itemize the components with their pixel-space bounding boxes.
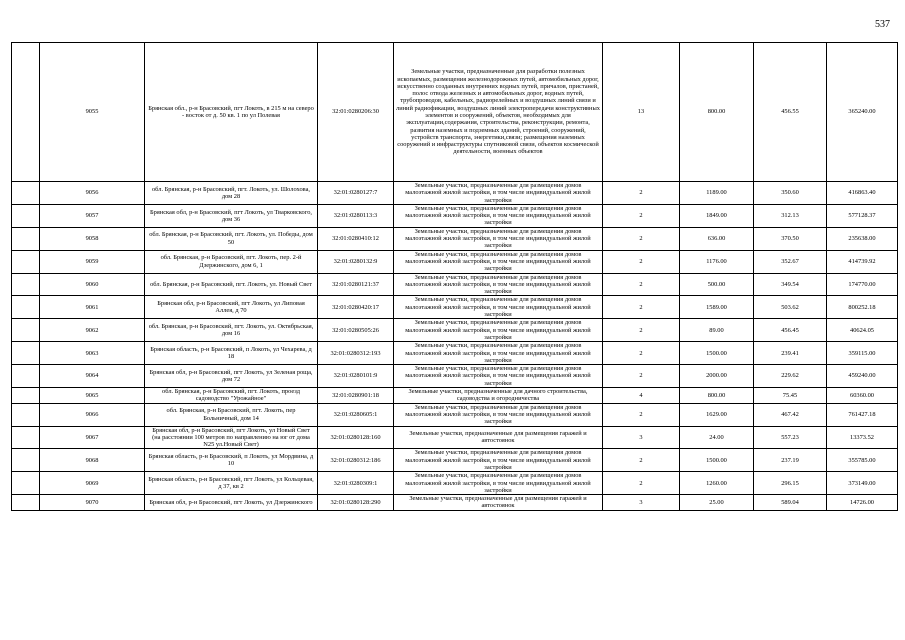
area-cell: 25.00 bbox=[680, 495, 754, 511]
cadastral-value-cell: 355785.00 bbox=[827, 449, 898, 472]
price-cell: 349.54 bbox=[754, 273, 827, 296]
row-number: 9060 bbox=[40, 273, 145, 296]
row-number: 9070 bbox=[40, 495, 145, 511]
area-cell: 1500.00 bbox=[680, 342, 754, 365]
address-cell: Брянская обл, р-н Брасовский, пгт Локоть, ул Зеленая роща, дом 72 bbox=[145, 365, 318, 388]
area-cell: 1849.00 bbox=[680, 204, 754, 227]
group-cell: 2 bbox=[603, 273, 680, 296]
cadastral-value-cell: 13373.52 bbox=[827, 426, 898, 449]
price-cell: 312.13 bbox=[754, 204, 827, 227]
blank bbox=[12, 426, 40, 449]
land-use-cell: Земельные участки, предназначенные для размещения домов малоэтажной жилой застройки, в том числе индивидуальной жилой застройки bbox=[394, 227, 603, 250]
group-cell: 13 bbox=[603, 43, 680, 182]
group-cell: 2 bbox=[603, 227, 680, 250]
area-cell: 1189.00 bbox=[680, 182, 754, 205]
cadastral-value-cell: 761427.18 bbox=[827, 403, 898, 426]
cadastral-value-cell: 373149.00 bbox=[827, 472, 898, 495]
group-cell: 2 bbox=[603, 472, 680, 495]
table-row bbox=[12, 449, 898, 472]
land-use-cell: Земельные участки, предназначенные для размещения домов малоэтажной жилой застройки, в том числе индивидуальной жилой застройки bbox=[394, 319, 603, 342]
row-number: 9058 bbox=[40, 227, 145, 250]
row-number: 9065 bbox=[40, 388, 145, 404]
area-cell: 1176.00 bbox=[680, 250, 754, 273]
price-cell: 229.62 bbox=[754, 365, 827, 388]
address-cell: Брянская обл., р-н Брасовский, пгт Локоть, в 215 м на северо - восток от д. 50 кв. 1 по ул Полевая bbox=[145, 43, 318, 182]
land-use-cell: Земельные участки, предназначенные для размещения домов малоэтажной жилой застройки, в том числе индивидуальной жилой застройки bbox=[394, 250, 603, 273]
row-number: 9056 bbox=[40, 182, 145, 205]
blank bbox=[12, 472, 40, 495]
land-use-cell: Земельные участки, предназначенные для размещения домов малоэтажной жилой застройки, в том числе индивидуальной жилой застройки bbox=[394, 403, 603, 426]
land-use-cell: Земельные участки, предназначенные для размещения домов малоэтажной жилой застройки, в том числе индивидуальной жилой застройки bbox=[394, 204, 603, 227]
price-cell: 239.41 bbox=[754, 342, 827, 365]
table-row bbox=[12, 182, 898, 205]
price-cell: 503.62 bbox=[754, 296, 827, 319]
price-cell: 456.55 bbox=[754, 43, 827, 182]
area-cell: 1629.00 bbox=[680, 403, 754, 426]
price-cell: 456.45 bbox=[754, 319, 827, 342]
group-cell: 4 bbox=[603, 388, 680, 404]
price-cell: 352.67 bbox=[754, 250, 827, 273]
blank bbox=[12, 319, 40, 342]
group-cell: 2 bbox=[603, 449, 680, 472]
area-cell: 1260.00 bbox=[680, 472, 754, 495]
cadastral-number-cell: 32:01:0280309:1 bbox=[318, 472, 394, 495]
address-cell: Брянская обл, р-н Брасовский, пгт Локоть, ул Тварковского, дом 36 bbox=[145, 204, 318, 227]
page-number: 537 bbox=[875, 19, 890, 30]
cadastral-value-cell: 577128.37 bbox=[827, 204, 898, 227]
address-cell: Брянская обл, р-н Брасовский, пгт Локоть, ул Липовая Аллея, д 70 bbox=[145, 296, 318, 319]
blank bbox=[12, 182, 40, 205]
area-cell: 89.00 bbox=[680, 319, 754, 342]
cadastral-number-cell: 32:01:0280312:186 bbox=[318, 449, 394, 472]
blank bbox=[12, 388, 40, 404]
cadastral-value-cell: 459240.00 bbox=[827, 365, 898, 388]
row-number: 9055 bbox=[40, 43, 145, 182]
row-number: 9063 bbox=[40, 342, 145, 365]
address-cell: обл. Брянская, р-н Брасовский, пгт. Локоть, пер. 2-й Дзержинского, дом 6, 1 bbox=[145, 250, 318, 273]
cadastral-number-cell: 32:01:0280113:3 bbox=[318, 204, 394, 227]
address-cell: обл. Брянская, р-н Брасовский, пгт. Локоть, проезд садоводство "Урожайное" bbox=[145, 388, 318, 404]
cadastral-number-cell: 32:01:0280128:290 bbox=[318, 495, 394, 511]
group-cell: 2 bbox=[603, 182, 680, 205]
land-use-cell: Земельные участки, предназначенные для размещения домов малоэтажной жилой застройки, в том числе индивидуальной жилой застройки bbox=[394, 182, 603, 205]
area-cell: 1500.00 bbox=[680, 449, 754, 472]
blank bbox=[12, 227, 40, 250]
row-number: 9066 bbox=[40, 403, 145, 426]
blank bbox=[12, 449, 40, 472]
address-cell: Брянская область, р-н Брасовский, п Локоть, ул Чехарева, д 18 bbox=[145, 342, 318, 365]
cadastral-number-cell: 32:01:0280312:193 bbox=[318, 342, 394, 365]
cadastral-number-cell: 32:01:0280410:12 bbox=[318, 227, 394, 250]
blank bbox=[12, 495, 40, 511]
address-cell: Брянская обл, р-н Брасовский, пгт Локоть, ул Новый Свет (на расстоянии 100 метров по направлению на юг от дома N25 ул.Новый Свет) bbox=[145, 426, 318, 449]
price-cell: 589.04 bbox=[754, 495, 827, 511]
table-row bbox=[12, 250, 898, 273]
table-row bbox=[12, 319, 898, 342]
price-cell: 467.42 bbox=[754, 403, 827, 426]
row-number: 9068 bbox=[40, 449, 145, 472]
cadastral-value-cell: 414739.92 bbox=[827, 250, 898, 273]
cadastral-value-cell: 359115.00 bbox=[827, 342, 898, 365]
land-use-cell: Земельные участки, предназначенные для размещения домов малоэтажной жилой застройки, в том числе индивидуальной жилой застройки bbox=[394, 296, 603, 319]
table-row bbox=[12, 43, 898, 182]
cadastral-number-cell: 32:01:0280901:18 bbox=[318, 388, 394, 404]
cadastral-value-cell: 40624.05 bbox=[827, 319, 898, 342]
table-row bbox=[12, 403, 898, 426]
cadastral-number-cell: 32:01:0280420:17 bbox=[318, 296, 394, 319]
cadastral-value-cell: 60360.00 bbox=[827, 388, 898, 404]
group-cell: 2 bbox=[603, 319, 680, 342]
address-cell: обл. Брянская, р-н Брасовский, пгт. Локоть, ул. Новый Свет bbox=[145, 273, 318, 296]
table-row bbox=[12, 342, 898, 365]
area-cell: 500.00 bbox=[680, 273, 754, 296]
row-number: 9062 bbox=[40, 319, 145, 342]
area-cell: 800.00 bbox=[680, 388, 754, 404]
row-number: 9069 bbox=[40, 472, 145, 495]
address-cell: обл. Брянская, р-н Брасовский, пгт. Локоть, ул. Победы, дом 50 bbox=[145, 227, 318, 250]
row-number: 9059 bbox=[40, 250, 145, 273]
group-cell: 2 bbox=[603, 403, 680, 426]
group-cell: 2 bbox=[603, 296, 680, 319]
land-use-cell: Земельные участки, предназначенные для размещения домов малоэтажной жилой застройки, в том числе индивидуальной жилой застройки bbox=[394, 449, 603, 472]
land-use-cell: Земельные участки, предназначенные для разработки полезных ископаемых, размещения железнодорожных путей, автомобильных дорог, искусственно созданных внутренних водных путей, причалов, пристаней, полос отвода железных и автомобильных дорог, водных путей, трубопроводов, кабельных, радиорелейных и воздушных линий связи и линий радиофикации, воздушных линий электропередачи конструктивных элементов и сооружений, объектов, необходимых для эксплуатации,содержания, строительства, реконструкции, ремонта, развития наземных и подземных зданий, строений, сооружений, устройств транспорта, энергетики,связи; размещения наземных сооружений и инфраструктуры спутниковой связи, объектов космической деятельности, военных объектов bbox=[394, 43, 603, 182]
cadastral-number-cell: 32:01:0280121:37 bbox=[318, 273, 394, 296]
group-cell: 2 bbox=[603, 365, 680, 388]
price-cell: 75.45 bbox=[754, 388, 827, 404]
cadastral-value-cell: 14726.00 bbox=[827, 495, 898, 511]
cadastral-number-cell: 32:01:0280505:26 bbox=[318, 319, 394, 342]
blank bbox=[12, 403, 40, 426]
cadastral-value-cell: 365240.00 bbox=[827, 43, 898, 182]
blank bbox=[12, 250, 40, 273]
cadastral-value-cell: 800252.18 bbox=[827, 296, 898, 319]
address-cell: обл. Брянская, р-н Брасовский, пгт. Локоть, пер Больничный, дом 14 bbox=[145, 403, 318, 426]
land-registry-table bbox=[11, 42, 898, 511]
table-row bbox=[12, 365, 898, 388]
address-cell: Брянская обл, р-н Брасовский, пгт Локоть, ул Дзержинского bbox=[145, 495, 318, 511]
price-cell: 296.15 bbox=[754, 472, 827, 495]
area-cell: 2000.00 bbox=[680, 365, 754, 388]
table-row bbox=[12, 388, 898, 404]
group-cell: 2 bbox=[603, 250, 680, 273]
table-row bbox=[12, 204, 898, 227]
price-cell: 557.23 bbox=[754, 426, 827, 449]
address-cell: обл. Брянская, р-н Брасовский, пгт. Локоть, ул. Шолохова, дом 28 bbox=[145, 182, 318, 205]
blank bbox=[12, 204, 40, 227]
address-cell: обл. Брянская, р-н Брасовский, пгт. Локоть, ул. Октябрьская, дом 16 bbox=[145, 319, 318, 342]
cadastral-number-cell: 32:01:0280101:9 bbox=[318, 365, 394, 388]
land-use-cell: Земельные участки, предназначенные для размещения домов малоэтажной жилой застройки, в том числе индивидуальной жилой застройки bbox=[394, 342, 603, 365]
land-use-cell: Земельные участки, предназначенные для размещения домов малоэтажной жилой застройки, в том числе индивидуальной жилой застройки bbox=[394, 472, 603, 495]
cadastral-number-cell: 32:01:0280605:1 bbox=[318, 403, 394, 426]
group-cell: 3 bbox=[603, 426, 680, 449]
blank bbox=[12, 365, 40, 388]
cadastral-number-cell: 32:01:0280206:30 bbox=[318, 43, 394, 182]
table-row bbox=[12, 227, 898, 250]
cadastral-number-cell: 32:01:0280132:9 bbox=[318, 250, 394, 273]
row-number: 9057 bbox=[40, 204, 145, 227]
table-row bbox=[12, 472, 898, 495]
price-cell: 350.60 bbox=[754, 182, 827, 205]
blank bbox=[12, 273, 40, 296]
price-cell: 370.50 bbox=[754, 227, 827, 250]
table-row bbox=[12, 273, 898, 296]
table-row bbox=[12, 296, 898, 319]
area-cell: 1589.00 bbox=[680, 296, 754, 319]
table-row bbox=[12, 426, 898, 449]
cadastral-value-cell: 416863.40 bbox=[827, 182, 898, 205]
cadastral-number-cell: 32:01:0280128:160 bbox=[318, 426, 394, 449]
blank bbox=[12, 43, 40, 182]
price-cell: 237.19 bbox=[754, 449, 827, 472]
area-cell: 24.00 bbox=[680, 426, 754, 449]
land-use-cell: Земельные участки, предназначенные для размещения гаражей и автостоянок bbox=[394, 495, 603, 511]
land-use-cell: Земельные участки, предназначенные для дачного строительства, садоводства и огородничества bbox=[394, 388, 603, 404]
land-use-cell: Земельные участки, предназначенные для размещения домов малоэтажной жилой застройки, в том числе индивидуальной жилой застройки bbox=[394, 365, 603, 388]
cadastral-value-cell: 174770.00 bbox=[827, 273, 898, 296]
land-use-cell: Земельные участки, предназначенные для размещения гаражей и автостоянок bbox=[394, 426, 603, 449]
row-number: 9064 bbox=[40, 365, 145, 388]
group-cell: 2 bbox=[603, 342, 680, 365]
cadastral-number-cell: 32:01:0280127:7 bbox=[318, 182, 394, 205]
area-cell: 636.00 bbox=[680, 227, 754, 250]
land-use-cell: Земельные участки, предназначенные для размещения домов малоэтажной жилой застройки, в том числе индивидуальной жилой застройки bbox=[394, 273, 603, 296]
group-cell: 3 bbox=[603, 495, 680, 511]
cadastral-value-cell: 235638.00 bbox=[827, 227, 898, 250]
blank bbox=[12, 296, 40, 319]
area-cell: 800.00 bbox=[680, 43, 754, 182]
row-number: 9061 bbox=[40, 296, 145, 319]
address-cell: Брянская область, р-н Брасовский, п Локоть, ул Мордвина, д 10 bbox=[145, 449, 318, 472]
table-row bbox=[12, 495, 898, 511]
row-number: 9067 bbox=[40, 426, 145, 449]
blank bbox=[12, 342, 40, 365]
group-cell: 2 bbox=[603, 204, 680, 227]
address-cell: Брянская область, р-н Брасовский, пгт Локоть, ул Кольцевая, д 37, кв 2 bbox=[145, 472, 318, 495]
